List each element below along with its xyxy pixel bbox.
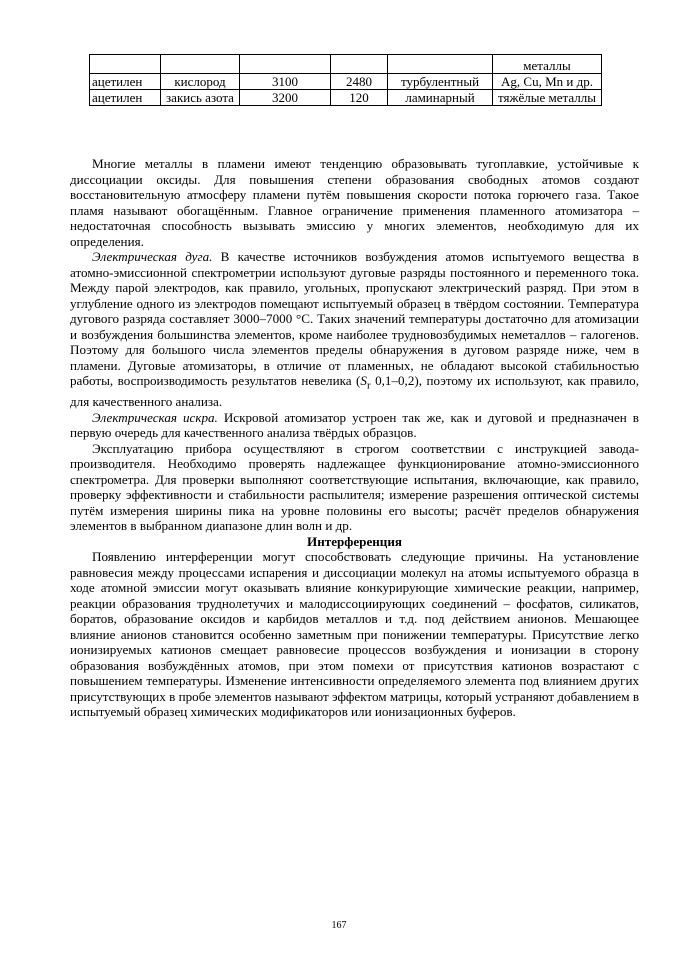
table-cell: ацетилен — [90, 90, 161, 106]
table-cell: 3100 — [240, 74, 331, 90]
table-cell: ацетилен — [90, 74, 161, 90]
body-text — [70, 156, 639, 720]
paragraph-electric-spark — [70, 410, 639, 441]
spark-lead: Электрическая искра. — [92, 409, 218, 425]
paragraph-electric-arc — [70, 249, 639, 410]
spark-body: Искровой атомизатор устроен так же, как и дуговой и предназначен в первую очередь для качественного анализа твёрдых образцов. — [70, 409, 639, 441]
continuation-table — [89, 54, 602, 106]
table-cell: кислород — [161, 74, 240, 90]
table-cell: 120 — [331, 90, 388, 106]
paragraph-flame-oxides: Многие металлы в пламени имеют тенденцию образовывать тугоплавкие, устойчивые к диссоциации оксиды. Для повышения степени образования свободных атомов создают восстановительную атмосферу пламени путём повышения скорости потока горючего газа. Такое пламя называют обогащённым. Главное ограничение применения пламенного атомизатора – недостаточная способность вызывать эмиссию у многих элементов, необходимую для их определения. — [70, 156, 639, 249]
sr-subscript: r — [366, 379, 371, 392]
arc-body: В качестве источников возбуждения атомов испытуемого вещества в атомно-эмиссионной спектрометрии используют дуговые разряды постоянного и переменного тока. Между парой электродов, как правило, угольных, пропускают электрический разряд. При этом в углубление одного из электродов помещают испытуемый образец в твёрдом состоянии. Температура дугового разряда составляет 3000–7000 °С. Таких значений температуры достаточно для атомизации и возбуждения большинства элементов, кроме наиболее трудновозбудимых неметаллов – галогенов. Поэтому для большого числа элементов пределы обнаружения в дуговом разряде ниже, чем в пламени. Дуговые атомизаторы, в отличие от пламенных, не обладают высокой стабильностью работы, воспроизводимость результатов невелика ( — [70, 249, 639, 388]
table-cell: турбулентный — [388, 74, 493, 90]
section-heading: Интерференция — [307, 533, 402, 549]
table-row — [90, 90, 602, 106]
arc-end: 0,1–0,2), поэтому их используют, как правило, для качественного анализа. — [70, 373, 640, 410]
table-cell — [331, 55, 388, 74]
table-cell — [240, 55, 331, 74]
table-row — [90, 55, 602, 74]
sr-symbol: S — [360, 373, 367, 388]
table-cell — [90, 55, 161, 74]
table-cell: тяжёлые металлы — [493, 90, 602, 106]
table-cell — [388, 55, 493, 74]
paragraph-operation: Эксплуатацию прибора осуществляют в строгом соответствии с инструкцией завода-производителя. Необходимо проверять надлежащее функционирование атомно-эмиссионного спектрометра. Для проверки выполняют соответствующие испытания, включающие, как правило, проверку эффективности и стабильности распылителя; измерение разрешения оптической системы путём измерения ширины пика на уровне половины его высоты; расчёт пределов обнаружения элементов в выбранном диапазоне длин волн и др. — [70, 440, 639, 534]
table-cell — [161, 55, 240, 74]
page-number: 167 — [331, 920, 347, 931]
arc-lead: Электрическая дуга. — [92, 249, 213, 264]
table-row — [90, 74, 602, 90]
table-cell: Ag, Cu, Mn и др. — [493, 74, 602, 90]
paragraph-interference: Появлению интерференции могут способствовать следующие причины. На установление равновесия между процессами испарения и диссоциации молекул на атомы испытуемого образца в ходе атомной эмиссии могут оказывать влияние конкурирующие химические реакции, например, реакции образования труднолетучих и малодиссоциирующих соединений – фосфатов, силикатов, боратов, образование оксидов и карбидов металлов и т.д. под действием анионов. Мешающее влияние анионов становится особенно заметным при понижении температуры. Присутствие легко ионизируемых катионов смещает равновесие процессов возбуждения и ионизации в сторону образования возбуждённых атомов, при этом помехи от присутствия катионов возрастают с повышением температуры. Изменение интенсивности определяемого элемента под влиянием других присутствующих в пробе элементов называют эффектом матрицы, который устраняют добавлением в испытуемый образец химических модификаторов или ионизационных буферов. — [70, 549, 639, 720]
table-cell: металлы — [493, 55, 602, 74]
table-cell: закись азота — [161, 90, 240, 106]
table-cell: 3200 — [240, 90, 331, 106]
table-cell: ламинарный — [388, 90, 493, 106]
table-cell: 2480 — [331, 74, 388, 90]
